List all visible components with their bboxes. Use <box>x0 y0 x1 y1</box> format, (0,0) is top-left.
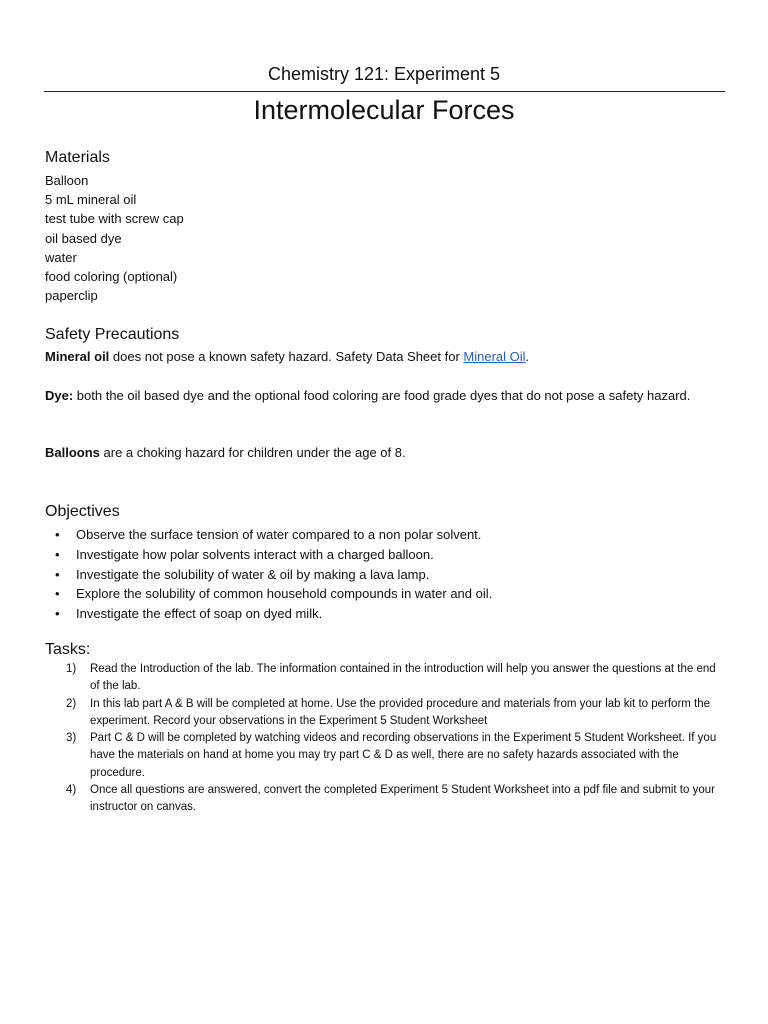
dye-text: both the oil based dye and the optional food coloring are food grade dyes that do not pose a safety hazard. <box>73 388 691 403</box>
list-item <box>66 730 726 782</box>
balloons-label: Balloons <box>45 445 100 460</box>
list-item <box>66 782 726 817</box>
dye-paragraph <box>45 386 710 405</box>
list-item: • Observe the surface tension of water compared to a non polar solvent. <box>45 525 492 545</box>
list-item <box>66 696 726 731</box>
page-title: Intermolecular Forces <box>253 95 515 125</box>
mineral-oil-end: . <box>525 349 530 364</box>
bullet-icon: • <box>55 566 60 582</box>
materials-heading: Materials <box>45 149 110 166</box>
list-item: Balloon <box>45 173 89 188</box>
list-item: • Investigate the effect of soap on dyed milk. <box>45 604 492 624</box>
mineral-oil-text: does not pose a known safety hazard. Safety Data Sheet for <box>109 349 464 364</box>
list-item: paperclip <box>45 288 98 304</box>
list-item: water <box>45 249 77 265</box>
list-item: • Investigate the solubility of water & oil by making a lava lamp. <box>45 565 492 585</box>
safety-heading: Safety Precautions <box>45 326 180 343</box>
bullet-icon: • <box>55 527 60 542</box>
mineral-oil-label: Mineral oil <box>45 349 110 364</box>
tasks-heading: Tasks: <box>45 641 91 658</box>
task-number: 4) <box>66 784 77 797</box>
materials-list <box>45 171 184 305</box>
task-number: 2) <box>66 697 77 710</box>
balloons-text: are a choking hazard for children under the age of 8. <box>99 445 406 460</box>
task-text: Part C & D will be completed by watching videos and recording observations in the Experiment 5 Student Worksheet. If you have the materials on hand at home you may try part C & D as well, there are no safety hazards associated with the procedure. <box>90 732 717 779</box>
balloons-paragraph <box>45 443 735 462</box>
list-item: test tube with screw cap <box>45 211 184 227</box>
course-header: Chemistry 121: Experiment 5 <box>267 64 501 84</box>
mineral-oil-paragraph <box>45 347 735 366</box>
task-text: Once all questions are answered, convert the completed Experiment 5 Student Worksheet into a pdf file and submit to your instructor on canvas. <box>90 784 715 814</box>
dye-label: Dye: <box>45 388 74 403</box>
tasks-list <box>66 661 726 817</box>
task-text: In this lab part A & B will be completed at home. Use the provided procedure and materials from your lab kit to perform the experiment. Record your observations in the Experiment 5 Student Worksheet <box>90 697 711 727</box>
bullet-icon: • <box>55 606 60 622</box>
objectives-list <box>45 525 492 624</box>
task-number: 3) <box>66 732 77 745</box>
list-item <box>66 661 726 696</box>
objectives-heading: Objectives <box>45 503 120 520</box>
task-text: Read the Introduction of the lab. The information contained in the introduction will help you answer the questions at the end of the lab. <box>90 663 716 693</box>
task-number: 1) <box>66 663 77 675</box>
list-item: oil based dye <box>45 230 122 246</box>
header-rule <box>44 91 725 92</box>
bullet-icon: • <box>55 546 60 562</box>
list-item: • Explore the solubility of common household compounds in water and oil. <box>45 584 492 604</box>
list-item: 5 mL mineral oil <box>45 192 137 208</box>
mineral-oil-sds-link[interactable]: Mineral Oil <box>463 349 526 364</box>
list-item: food coloring (optional) <box>45 269 178 285</box>
bullet-icon: • <box>55 586 60 602</box>
list-item: • Investigate how polar solvents interact with a charged balloon. <box>45 545 492 565</box>
